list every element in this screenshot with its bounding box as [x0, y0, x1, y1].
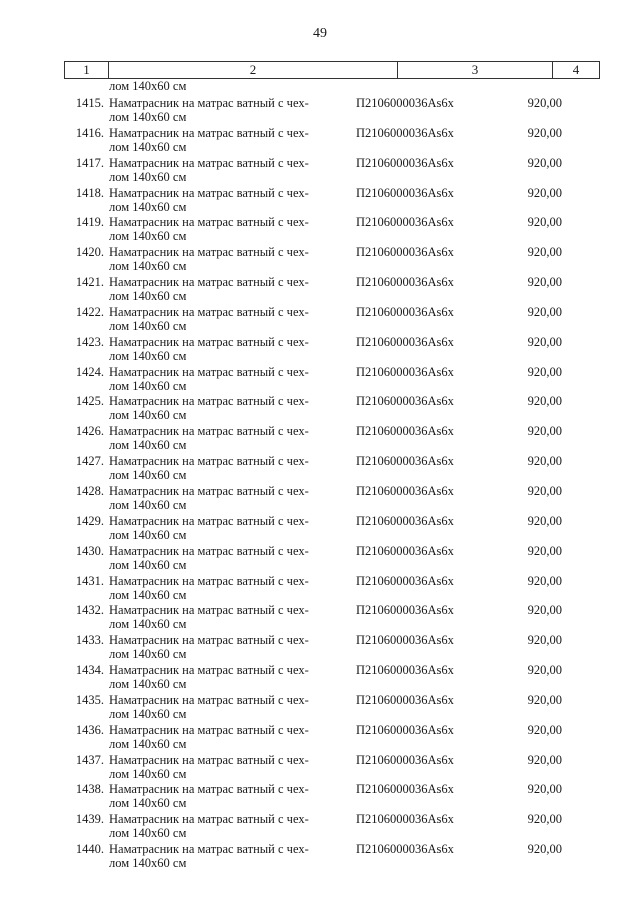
row-number: 1439. [75, 812, 104, 827]
row-price: 920,00 [527, 245, 562, 260]
row-price: 920,00 [527, 125, 562, 140]
row-description-line-1: Наматрасник на матрас ватный с чех- [109, 275, 309, 290]
row-price: 920,00 [527, 692, 562, 707]
table-row [0, 809, 640, 839]
table-row [0, 153, 640, 183]
row-number: 1416. [75, 125, 104, 140]
table-row [0, 93, 640, 123]
row-number: 1437. [75, 752, 104, 767]
row-code: П2106000036Аs6x [356, 812, 454, 827]
page-number: 49 [313, 26, 327, 41]
row-description-line-1: Наматрасник на матрас ватный с чех- [109, 155, 309, 170]
row-description [109, 633, 339, 661]
table-row [0, 720, 640, 750]
row-description-line-1: Наматрасник на матрас ватный с чех- [109, 513, 309, 528]
row-description-line-1: Наматрасник на матрас ватный с чех- [109, 394, 309, 409]
row-description-line-2: лом 140x60 см [109, 169, 187, 184]
row-description [109, 126, 339, 154]
table-row [0, 839, 640, 869]
row-description-line-1: Наматрасник на матрас ватный с чех- [109, 573, 309, 588]
row-price: 920,00 [527, 752, 562, 767]
row-description-line-2: лом 140x60 см [109, 677, 187, 692]
row-number: 1422. [75, 304, 104, 319]
row-price: 920,00 [527, 782, 562, 797]
table-row [0, 391, 640, 421]
table-row [0, 362, 640, 392]
table-row [0, 183, 640, 213]
table-row [0, 660, 640, 690]
table-row [0, 302, 640, 332]
row-price: 920,00 [527, 96, 562, 110]
row-description [109, 812, 339, 840]
table-row [0, 571, 640, 601]
row-description [109, 156, 339, 184]
row-description-line-2: лом 140x60 см [109, 468, 187, 483]
table-row [0, 481, 640, 511]
row-price: 920,00 [527, 454, 562, 469]
row-price: 920,00 [527, 812, 562, 827]
row-code: П2106000036Аs6x [356, 275, 454, 290]
table-row [0, 421, 640, 451]
row-description [109, 484, 339, 512]
table-row [0, 511, 640, 541]
row-description-line-2: лом 140x60 см [109, 617, 187, 632]
table-row [0, 272, 640, 302]
row-description-line-2: лом 140x60 см [109, 139, 187, 154]
row-description-line-2: лом 140x60 см [109, 856, 187, 871]
row-price: 920,00 [527, 364, 562, 379]
row-number: 1438. [75, 782, 104, 797]
table-row [0, 630, 640, 660]
row-number: 1423. [75, 334, 104, 349]
table-row [0, 750, 640, 780]
row-description-line-1: Наматрасник на матрас ватный с чех- [109, 185, 309, 200]
row-code: П2106000036Аs6x [356, 394, 454, 409]
row-description-line-1: Наматрасник на матрас ватный с чех- [109, 334, 309, 349]
row-description [109, 186, 339, 214]
row-number: 1421. [75, 275, 104, 290]
row-code: П2106000036Аs6x [356, 752, 454, 767]
row-code: П2106000036Аs6x [356, 364, 454, 379]
row-code: П2106000036Аs6x [356, 96, 454, 110]
row-description-line-2: лом 140x60 см [109, 438, 187, 453]
row-number: 1429. [75, 513, 104, 528]
row-description-line-1: Наматрасник на матрас ватный с чех- [109, 454, 309, 469]
row-number: 1436. [75, 722, 104, 737]
row-description-line-1: Наматрасник на матрас ватный с чех- [109, 96, 309, 110]
row-price: 920,00 [527, 304, 562, 319]
row-description [109, 842, 339, 870]
row-number: 1433. [75, 633, 104, 648]
row-description-line-1: Наматрасник на матрас ватный с чех- [109, 663, 309, 678]
header-col-2: 2 [108, 62, 397, 78]
row-code: П2106000036Аs6x [356, 424, 454, 439]
row-description [109, 394, 339, 422]
row-price: 920,00 [527, 663, 562, 678]
row-description-line-1: Наматрасник на матрас ватный с чех- [109, 722, 309, 737]
row-description-line-2: лом 140x60 см [109, 497, 187, 512]
row-number: 1431. [75, 573, 104, 588]
row-number: 1424. [75, 364, 104, 379]
row-description [109, 663, 339, 691]
row-description [109, 753, 339, 781]
row-number: 1434. [75, 663, 104, 678]
row-description [109, 574, 339, 602]
row-code: П2106000036Аs6x [356, 334, 454, 349]
row-description [109, 603, 339, 631]
row-description-line-1: Наматрасник на матрас ватный с чех- [109, 842, 309, 857]
row-description [109, 245, 339, 273]
row-code: П2106000036Аs6x [356, 663, 454, 678]
row-description-line-1: Наматрасник на матрас ватный с чех- [109, 692, 309, 707]
row-price: 920,00 [527, 155, 562, 170]
row-description-line-2: лом 140x60 см [109, 259, 187, 274]
header-col-1: 1 [64, 62, 108, 78]
row-number: 1427. [75, 454, 104, 469]
row-description-line-2: лом 140x60 см [109, 706, 187, 721]
row-description-line-2: лом 140x60 см [109, 766, 187, 781]
row-code: П2106000036Аs6x [356, 454, 454, 469]
row-description-line-2: лом 140x60 см [109, 736, 187, 751]
row-description [109, 693, 339, 721]
row-number: 1418. [75, 185, 104, 200]
row-description-line-1: Наматрасник на матрас ватный с чех- [109, 782, 309, 797]
row-code: П2106000036Аs6x [356, 603, 454, 618]
table-row [0, 242, 640, 272]
row-description [109, 454, 339, 482]
table-body [0, 93, 640, 869]
row-description-line-2: лом 140x60 см [109, 348, 187, 363]
row-description [109, 275, 339, 303]
table-row [0, 123, 640, 153]
row-price: 920,00 [527, 334, 562, 349]
continuation-text: лом 140x60 см [109, 79, 187, 93]
row-description [109, 215, 339, 243]
row-code: П2106000036Аs6x [356, 155, 454, 170]
row-description-line-2: лом 140x60 см [109, 587, 187, 602]
row-description-line-2: лом 140x60 см [109, 527, 187, 542]
row-description-line-1: Наматрасник на матрас ватный с чех- [109, 245, 309, 260]
row-price: 920,00 [527, 722, 562, 737]
row-price: 920,00 [527, 215, 562, 230]
table-row [0, 332, 640, 362]
row-description-line-2: лом 140x60 см [109, 229, 187, 244]
row-number: 1432. [75, 603, 104, 618]
row-code: П2106000036Аs6x [356, 842, 454, 857]
table-row [0, 690, 640, 720]
row-description-line-2: лом 140x60 см [109, 378, 187, 393]
row-price: 920,00 [527, 424, 562, 439]
row-number: 1419. [75, 215, 104, 230]
row-code: П2106000036Аs6x [356, 483, 454, 498]
row-code: П2106000036Аs6x [356, 513, 454, 528]
row-price: 920,00 [527, 842, 562, 857]
row-code: П2106000036Аs6x [356, 245, 454, 260]
row-number: 1425. [75, 394, 104, 409]
row-code: П2106000036Аs6x [356, 215, 454, 230]
row-description [109, 424, 339, 452]
row-price: 920,00 [527, 603, 562, 618]
row-description-line-1: Наматрасник на матрас ватный с чех- [109, 304, 309, 319]
row-code: П2106000036Аs6x [356, 125, 454, 140]
row-price: 920,00 [527, 483, 562, 498]
row-description-line-1: Наматрасник на матрас ватный с чех- [109, 215, 309, 230]
row-description-line-1: Наматрасник на матрас ватный с чех- [109, 364, 309, 379]
row-price: 920,00 [527, 573, 562, 588]
row-description [109, 782, 339, 810]
row-number: 1440. [75, 842, 104, 857]
table-row [0, 600, 640, 630]
row-number: 1435. [75, 692, 104, 707]
row-description-line-2: лом 140x60 см [109, 289, 187, 304]
row-description-line-1: Наматрасник на матрас ватный с чех- [109, 752, 309, 767]
header-col-4: 4 [552, 62, 600, 78]
row-number: 1420. [75, 245, 104, 260]
row-code: П2106000036Аs6x [356, 185, 454, 200]
row-price: 920,00 [527, 394, 562, 409]
row-number: 1415. [75, 96, 104, 110]
row-description-line-2: лом 140x60 см [109, 557, 187, 572]
row-description-line-1: Наматрасник на матрас ватный с чех- [109, 543, 309, 558]
row-code: П2106000036Аs6x [356, 782, 454, 797]
row-description [109, 723, 339, 751]
table-row [0, 451, 640, 481]
table-header [64, 61, 600, 79]
row-description-line-2: лом 140x60 см [109, 318, 187, 333]
row-code: П2106000036Аs6x [356, 722, 454, 737]
row-code: П2106000036Аs6x [356, 633, 454, 648]
row-description-line-2: лом 140x60 см [109, 796, 187, 811]
row-number: 1428. [75, 483, 104, 498]
row-description-line-1: Наматрасник на матрас ватный с чех- [109, 633, 309, 648]
row-description [109, 514, 339, 542]
row-code: П2106000036Аs6x [356, 692, 454, 707]
row-description [109, 365, 339, 393]
row-price: 920,00 [527, 543, 562, 558]
row-description-line-2: лом 140x60 см [109, 647, 187, 662]
row-description-line-1: Наматрасник на матрас ватный с чех- [109, 812, 309, 827]
row-description [109, 544, 339, 572]
row-description [109, 335, 339, 363]
row-description-line-2: лом 140x60 см [109, 199, 187, 214]
table-row [0, 212, 640, 242]
row-description-line-1: Наматрасник на матрас ватный с чех- [109, 483, 309, 498]
row-code: П2106000036Аs6x [356, 573, 454, 588]
row-price: 920,00 [527, 633, 562, 648]
row-price: 920,00 [527, 185, 562, 200]
row-price: 920,00 [527, 513, 562, 528]
row-description [109, 96, 339, 124]
row-description-line-2: лом 140x60 см [109, 110, 187, 124]
row-code: П2106000036Аs6x [356, 304, 454, 319]
row-description-line-1: Наматрасник на матрас ватный с чех- [109, 424, 309, 439]
row-description [109, 305, 339, 333]
row-number: 1417. [75, 155, 104, 170]
row-price: 920,00 [527, 275, 562, 290]
row-description-line-1: Наматрасник на матрас ватный с чех- [109, 603, 309, 618]
header-col-3: 3 [397, 62, 552, 78]
row-number: 1430. [75, 543, 104, 558]
row-code: П2106000036Аs6x [356, 543, 454, 558]
row-number: 1426. [75, 424, 104, 439]
row-description-line-1: Наматрасник на матрас ватный с чех- [109, 125, 309, 140]
row-description-line-2: лом 140x60 см [109, 408, 187, 423]
table-row [0, 779, 640, 809]
row-description-line-2: лом 140x60 см [109, 826, 187, 841]
table-row [0, 541, 640, 571]
